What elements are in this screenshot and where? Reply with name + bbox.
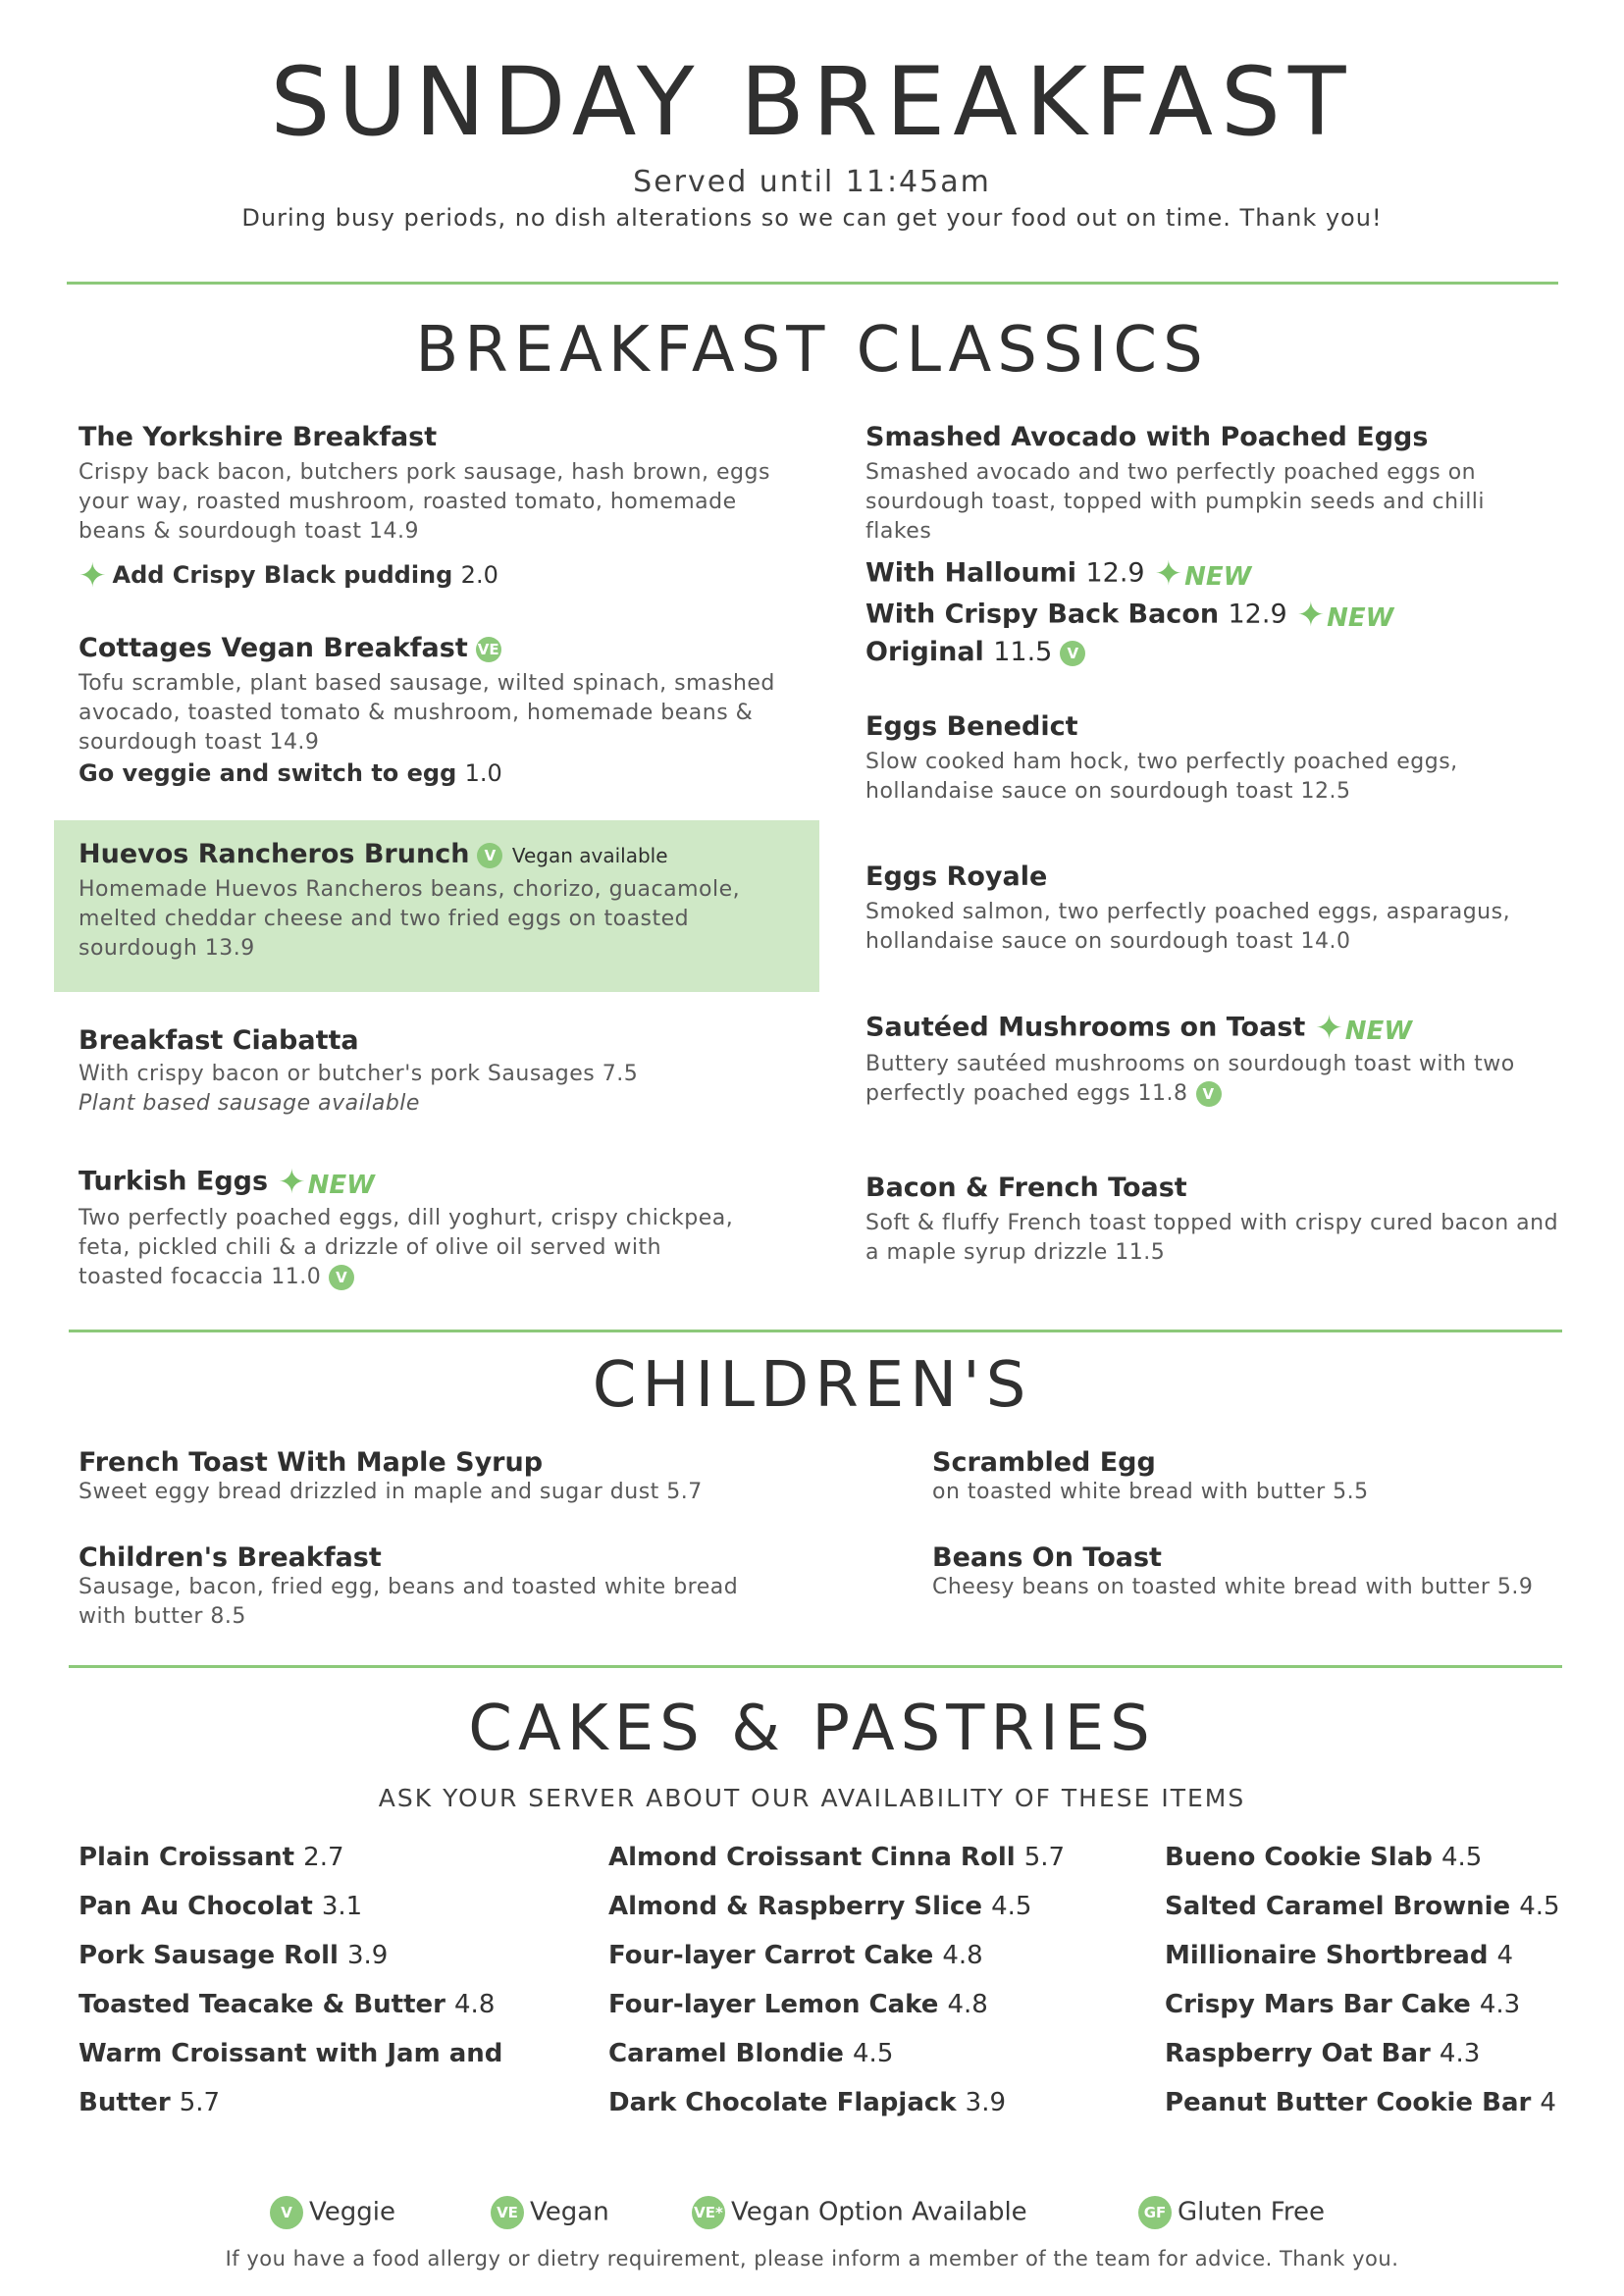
- cake-item: Dark Chocolate Flapjack 3.9: [608, 2088, 1007, 2117]
- cake-item: Crispy Mars Bar Cake 4.3: [1165, 1990, 1521, 2019]
- veggie-badge: V: [329, 1265, 354, 1290]
- item-desc: Homemade Huevos Rancheros beans, chorizo, guacamole, melted cheddar cheese and two fried eggs on toasted sourdough 13.9: [79, 877, 741, 961]
- divider: [67, 282, 1558, 285]
- section-title-cakes: CAKES & PASTRIES: [468, 1693, 1156, 1765]
- item-name: Beans On Toast: [932, 1542, 1162, 1573]
- item-desc: With crispy bacon or butcher's pork Sausages 7.5: [79, 1062, 639, 1086]
- item-desc: Two perfectly poached eggs, dill yoghurt, crispy chickpea, feta, pickled chili & a drizzle of olive oil served with toasted focaccia 11.0 V: [79, 1206, 734, 1289]
- item-desc: Soft & fluffy French toast topped with crispy cured bacon and a maple syrup drizzle 11.5: [865, 1211, 1559, 1265]
- busy-notice: During busy periods, no dish alterations so we can get your food out on time. Thank you!: [241, 204, 1383, 232]
- item-eggs-benedict: [865, 711, 1562, 807]
- child-item: [932, 1542, 1560, 1602]
- item-name: Scrambled Egg: [932, 1447, 1156, 1478]
- option-halloumi: With Halloumi 12.9 ✦NEW: [865, 554, 1252, 594]
- legend-vegan-option: VE* Vegan Option Available: [692, 2196, 1027, 2229]
- legend-vegan: VE Vegan: [491, 2196, 609, 2229]
- veggie-icon: V: [270, 2196, 303, 2229]
- cake-item: Butter 5.7: [79, 2088, 221, 2117]
- add-on: [79, 759, 785, 787]
- item-desc: Sweet eggy bread drizzled in maple and sugar dust 5.7: [79, 1480, 703, 1504]
- veggie-badge: V: [477, 843, 502, 868]
- item-desc: Smashed avocado and two perfectly poached eggs on sourdough toast, topped with pumpkin seeds and chilli flakes: [865, 460, 1486, 544]
- badge-note: Vegan available: [511, 844, 668, 867]
- child-item: [79, 1447, 785, 1507]
- cake-item: Pan Au Chocolat 3.1: [79, 1892, 363, 1921]
- item-smashed-avocado: [865, 422, 1552, 667]
- cakes-subtitle: ASK YOUR SERVER ABOUT OUR AVAILABILITY OF THESE ITEMS: [378, 1784, 1246, 1812]
- vegan-badge: VE: [476, 637, 501, 662]
- allergy-footer: If you have a food allergy or dietry requirement, please inform a member of the team for advice. Thank you.: [225, 2247, 1399, 2270]
- item-name: Eggs Royale: [865, 861, 1048, 892]
- veggie-badge: V: [1060, 641, 1085, 666]
- option-bacon: With Crispy Back Bacon 12.9 ✦NEW: [865, 596, 1394, 635]
- item-name: Eggs Benedict: [865, 711, 1078, 742]
- item-name: Sautéed Mushrooms on Toast ✦NEW: [865, 1009, 1412, 1048]
- add-on-price: 2.0: [460, 561, 498, 589]
- sparkle-icon: ✦: [1296, 596, 1326, 635]
- item-eggs-royale: [865, 861, 1572, 957]
- cake-item: Almond Croissant Cinna Roll 5.7: [608, 1843, 1066, 1872]
- new-badge: ✦NEW: [278, 1163, 375, 1202]
- item-name: Children's Breakfast: [79, 1542, 382, 1573]
- item-huevos: [79, 839, 805, 964]
- child-item: [932, 1447, 1560, 1507]
- cake-item: Almond & Raspberry Slice 4.5: [608, 1892, 1032, 1921]
- item-desc: Sausage, bacon, fried egg, beans and toasted white bread with butter 8.5: [79, 1575, 739, 1629]
- child-item: [79, 1542, 746, 1632]
- item-ciabatta: [79, 1025, 785, 1119]
- sparkle-icon: ✦: [79, 556, 107, 596]
- item-note: Plant based sausage available: [79, 1091, 420, 1116]
- item-desc: Buttery sautéed mushrooms on sourdough toast with two perfectly poached eggs 11.8 V: [865, 1052, 1515, 1106]
- section-title-classics: BREAKFAST CLASSICS: [415, 314, 1209, 387]
- item-name: Turkish Eggs ✦NEW: [79, 1163, 375, 1202]
- cake-item: Millionaire Shortbread 4: [1165, 1941, 1514, 1970]
- add-on-price: 1.0: [464, 759, 502, 787]
- vegan-icon: VE: [491, 2196, 524, 2229]
- cake-item: Four-layer Carrot Cake 4.8: [608, 1941, 983, 1970]
- item-desc: Tofu scramble, plant based sausage, wilted spinach, smashed avocado, toasted tomato & mushroom, homemade beans & sourdough toast 14.9: [79, 671, 775, 755]
- cake-item: Salted Caramel Brownie 4.5: [1165, 1892, 1560, 1921]
- divider: [69, 1330, 1562, 1332]
- item-yorkshire: [79, 422, 785, 596]
- cake-item: Pork Sausage Roll 3.9: [79, 1941, 389, 1970]
- vegan-option-icon: VE*: [692, 2196, 725, 2229]
- divider: [69, 1665, 1562, 1668]
- item-name: Smashed Avocado with Poached Eggs: [865, 422, 1429, 452]
- cake-item: Toasted Teacake & Butter 4.8: [79, 1990, 496, 2019]
- item-vegan-breakfast: [79, 633, 785, 787]
- cake-item: Four-layer Lemon Cake 4.8: [608, 1990, 988, 2019]
- add-on: [79, 556, 785, 596]
- new-badge: ✦NEW: [1154, 554, 1252, 594]
- item-turkish-eggs: [79, 1163, 746, 1292]
- item-name: French Toast With Maple Syrup: [79, 1447, 544, 1478]
- item-desc: Slow cooked ham hock, two perfectly poached eggs, hollandaise sauce on sourdough toast 12.5: [865, 750, 1458, 804]
- served-until: Served until 11:45am: [633, 165, 991, 199]
- cake-item: Caramel Blondie 4.5: [608, 2039, 894, 2068]
- item-desc: Smoked salmon, two perfectly poached eggs, asparagus, hollandaise sauce on sourdough toast 14.0: [865, 900, 1511, 954]
- add-on-label: Add Crispy Black pudding: [112, 561, 453, 589]
- item-name: Cottages Vegan Breakfast VE: [79, 633, 785, 663]
- item-name: The Yorkshire Breakfast: [79, 422, 438, 452]
- cake-item: Warm Croissant with Jam and: [79, 2039, 503, 2068]
- cake-item: Plain Croissant 2.7: [79, 1843, 344, 1872]
- sparkle-icon: ✦: [1315, 1009, 1343, 1048]
- cake-item: Peanut Butter Cookie Bar 4: [1165, 2088, 1556, 2117]
- option-original: Original 11.5 V: [865, 637, 1552, 667]
- item-desc: Crispy back bacon, butchers pork sausage, hash brown, eggs your way, roasted mushroom, roasted tomato, homemade beans & sourdough toast 14.9: [79, 460, 770, 544]
- item-name: Huevos Rancheros Brunch V Vegan available: [79, 839, 668, 869]
- item-desc: Cheesy beans on toasted white bread with butter 5.9: [932, 1575, 1534, 1599]
- page-title: SUNDAY BREAKFAST: [270, 47, 1354, 157]
- cake-item: Bueno Cookie Slab 4.5: [1165, 1843, 1483, 1872]
- sparkle-icon: ✦: [1154, 554, 1183, 594]
- cake-item: Raspberry Oat Bar 4.3: [1165, 2039, 1481, 2068]
- item-desc: on toasted white bread with butter 5.5: [932, 1480, 1369, 1504]
- legend-gluten-free: GF Gluten Free: [1138, 2196, 1325, 2229]
- add-on-label: Go veggie and switch to egg: [79, 759, 457, 787]
- item-name: Breakfast Ciabatta: [79, 1025, 359, 1056]
- new-badge: ✦NEW: [1315, 1009, 1412, 1048]
- section-title-childrens: CHILDREN'S: [592, 1349, 1032, 1422]
- veggie-badge: V: [1196, 1081, 1222, 1107]
- new-badge: ✦NEW: [1296, 596, 1394, 635]
- legend-veggie: V Veggie: [270, 2196, 395, 2229]
- item-mushrooms: [865, 1009, 1562, 1109]
- sparkle-icon: ✦: [278, 1163, 306, 1202]
- item-bacon-french-toast: [865, 1173, 1572, 1268]
- item-name: Bacon & French Toast: [865, 1173, 1187, 1203]
- gluten-free-icon: GF: [1138, 2196, 1172, 2229]
